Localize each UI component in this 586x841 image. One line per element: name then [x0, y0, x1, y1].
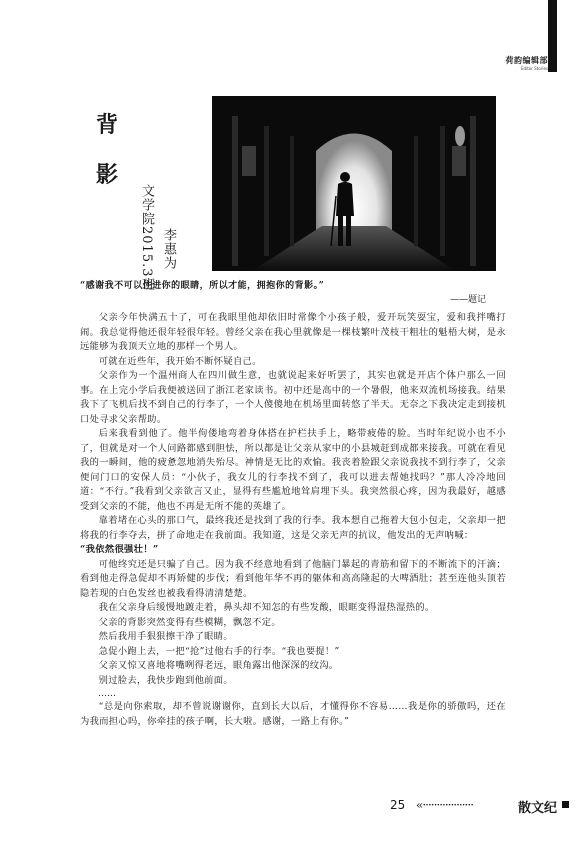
- article-title-char-1: 背: [96, 112, 119, 138]
- author-name: 李惠为: [161, 228, 176, 270]
- article-body: [80, 279, 506, 729]
- paragraph: 可他终究还是只骗了自己。因为我不经意地看到了他脑门暴起的青筋和留下的不断流下的汗滴；看到他走得急促却不再矫健的步伐；看到他年华不再的躯体和高高隆起的大啤酒肚；甚至连他头顶若隐若现的白色发丝也被我看得清清楚楚。: [80, 558, 506, 599]
- epigraph-source: ——题记: [449, 295, 486, 305]
- paragraph-exclamation: “我依然很强壮！”: [80, 544, 159, 555]
- paragraph: 父亲作为一个温州商人在四川做生意，也就说起来好听罢了，其实也就是开店个体户那么一回事。在上完小学后我便被送回了浙江老家读书。初中还是高中的一个暑假，他来双流机场接我。结果我下了飞机后找不到自己的行李了，一个人傻傻地在机场里面转悠了半天。无奈之下我决定走到接机口处寻求父亲帮助。: [80, 370, 506, 425]
- epigraph-quote: “感谢我不可以住进你的眼睛，所以才能，拥抱你的背影。”: [80, 281, 325, 291]
- page-footer: [390, 798, 570, 816]
- paragraph: 后来我看到他了。他半佝偻地弯着身体搭在护栏扶手上，略带疲倦的脸。当时年纪说小也不小了，但就是对一个人问路都感到胆怯，所以都是让父亲从家中的小县城赶到成都来接我。可就在看见我的一瞬间，他的疲惫忽地消失殆尽。神情是无比的欢愉。我丧着脸跟父亲说我找不到行李了，父亲便问门口的安保人员：“小伙子，我女儿的行李找不到了，我可以进去帮她找吗？”那人冷冷地回道：“不行。”我看到父亲欲言又止，显得有些尴尬地耸肩埋下头。我突然很心疼，因为我最好，越感受到父亲的不能，他也不再是无所不能的英雄了。: [80, 428, 506, 512]
- closing-paragraph: “总是向你索取，却不曾说谢谢你，直到长大以后，才懂得你不容易……我是你的骄傲吗，还在为我而担心吗，你牵挂的孩子啊，长大啦。感谢，一路上有你。”: [80, 701, 506, 727]
- paragraph: 急促小跑上去，一把“抢”过他右手的行李。“我也要提！”: [98, 645, 340, 657]
- paragraph: 靠着堵在心头的那口气，最终我还是找到了我的行李。我本想自己拖着大包小包走，父亲却一把将我的行李夺去，拼了命地走在我前面。我知道，这是父亲无声的抗议，他发出的无声呐喊：: [80, 515, 506, 541]
- corridor-silhouette-photo: [212, 96, 496, 271]
- footer-dot-leader: «··················: [416, 798, 474, 812]
- header-tab-block: [548, 0, 557, 72]
- paragraph: 然后我用手狠狠擦干净了眼睛。: [98, 631, 233, 642]
- paragraph: 可就在近些年，我开始不断怀疑自己。: [98, 355, 262, 367]
- paragraph: 父亲的背影突然变得有些模糊，飘忽不定。: [98, 616, 281, 628]
- section-subtitle: Editor Stories: [521, 66, 548, 71]
- author-affiliation: 文学院2015.3班: [139, 184, 154, 292]
- section-name: 荷韵编辑部: [505, 55, 548, 65]
- page-number: 25: [390, 798, 406, 812]
- magazine-name: 散文纪: [518, 801, 558, 816]
- article-title-char-2: 影: [96, 162, 119, 188]
- ellipsis: ……: [98, 689, 116, 699]
- paragraph: 父亲又惊又喜地将嘴咧得老远，眼角露出他深深的纹沟。: [98, 660, 339, 671]
- paragraph: 父亲今年快满五十了，可在我眼里他却依旧时常像个小孩子般，爱开玩笑耍宝，爱和我拌嘴打闹。我总觉得他还很年轻很年轻。曾经父亲在我心里就像是一棵枝繁叶茂枝干粗壮的魁梧大树，是永远能够为我顶天立地的那样一个男人。: [80, 312, 506, 352]
- paragraph: 别过脸去，我快步跑到他前面。: [98, 674, 233, 686]
- paragraph: 我在父亲身后缓慢地踱走着，鼻头却不知怎的有些发酸，眼眶变得湿热湿热的。: [98, 602, 435, 613]
- square-bullet-icon: [562, 801, 569, 808]
